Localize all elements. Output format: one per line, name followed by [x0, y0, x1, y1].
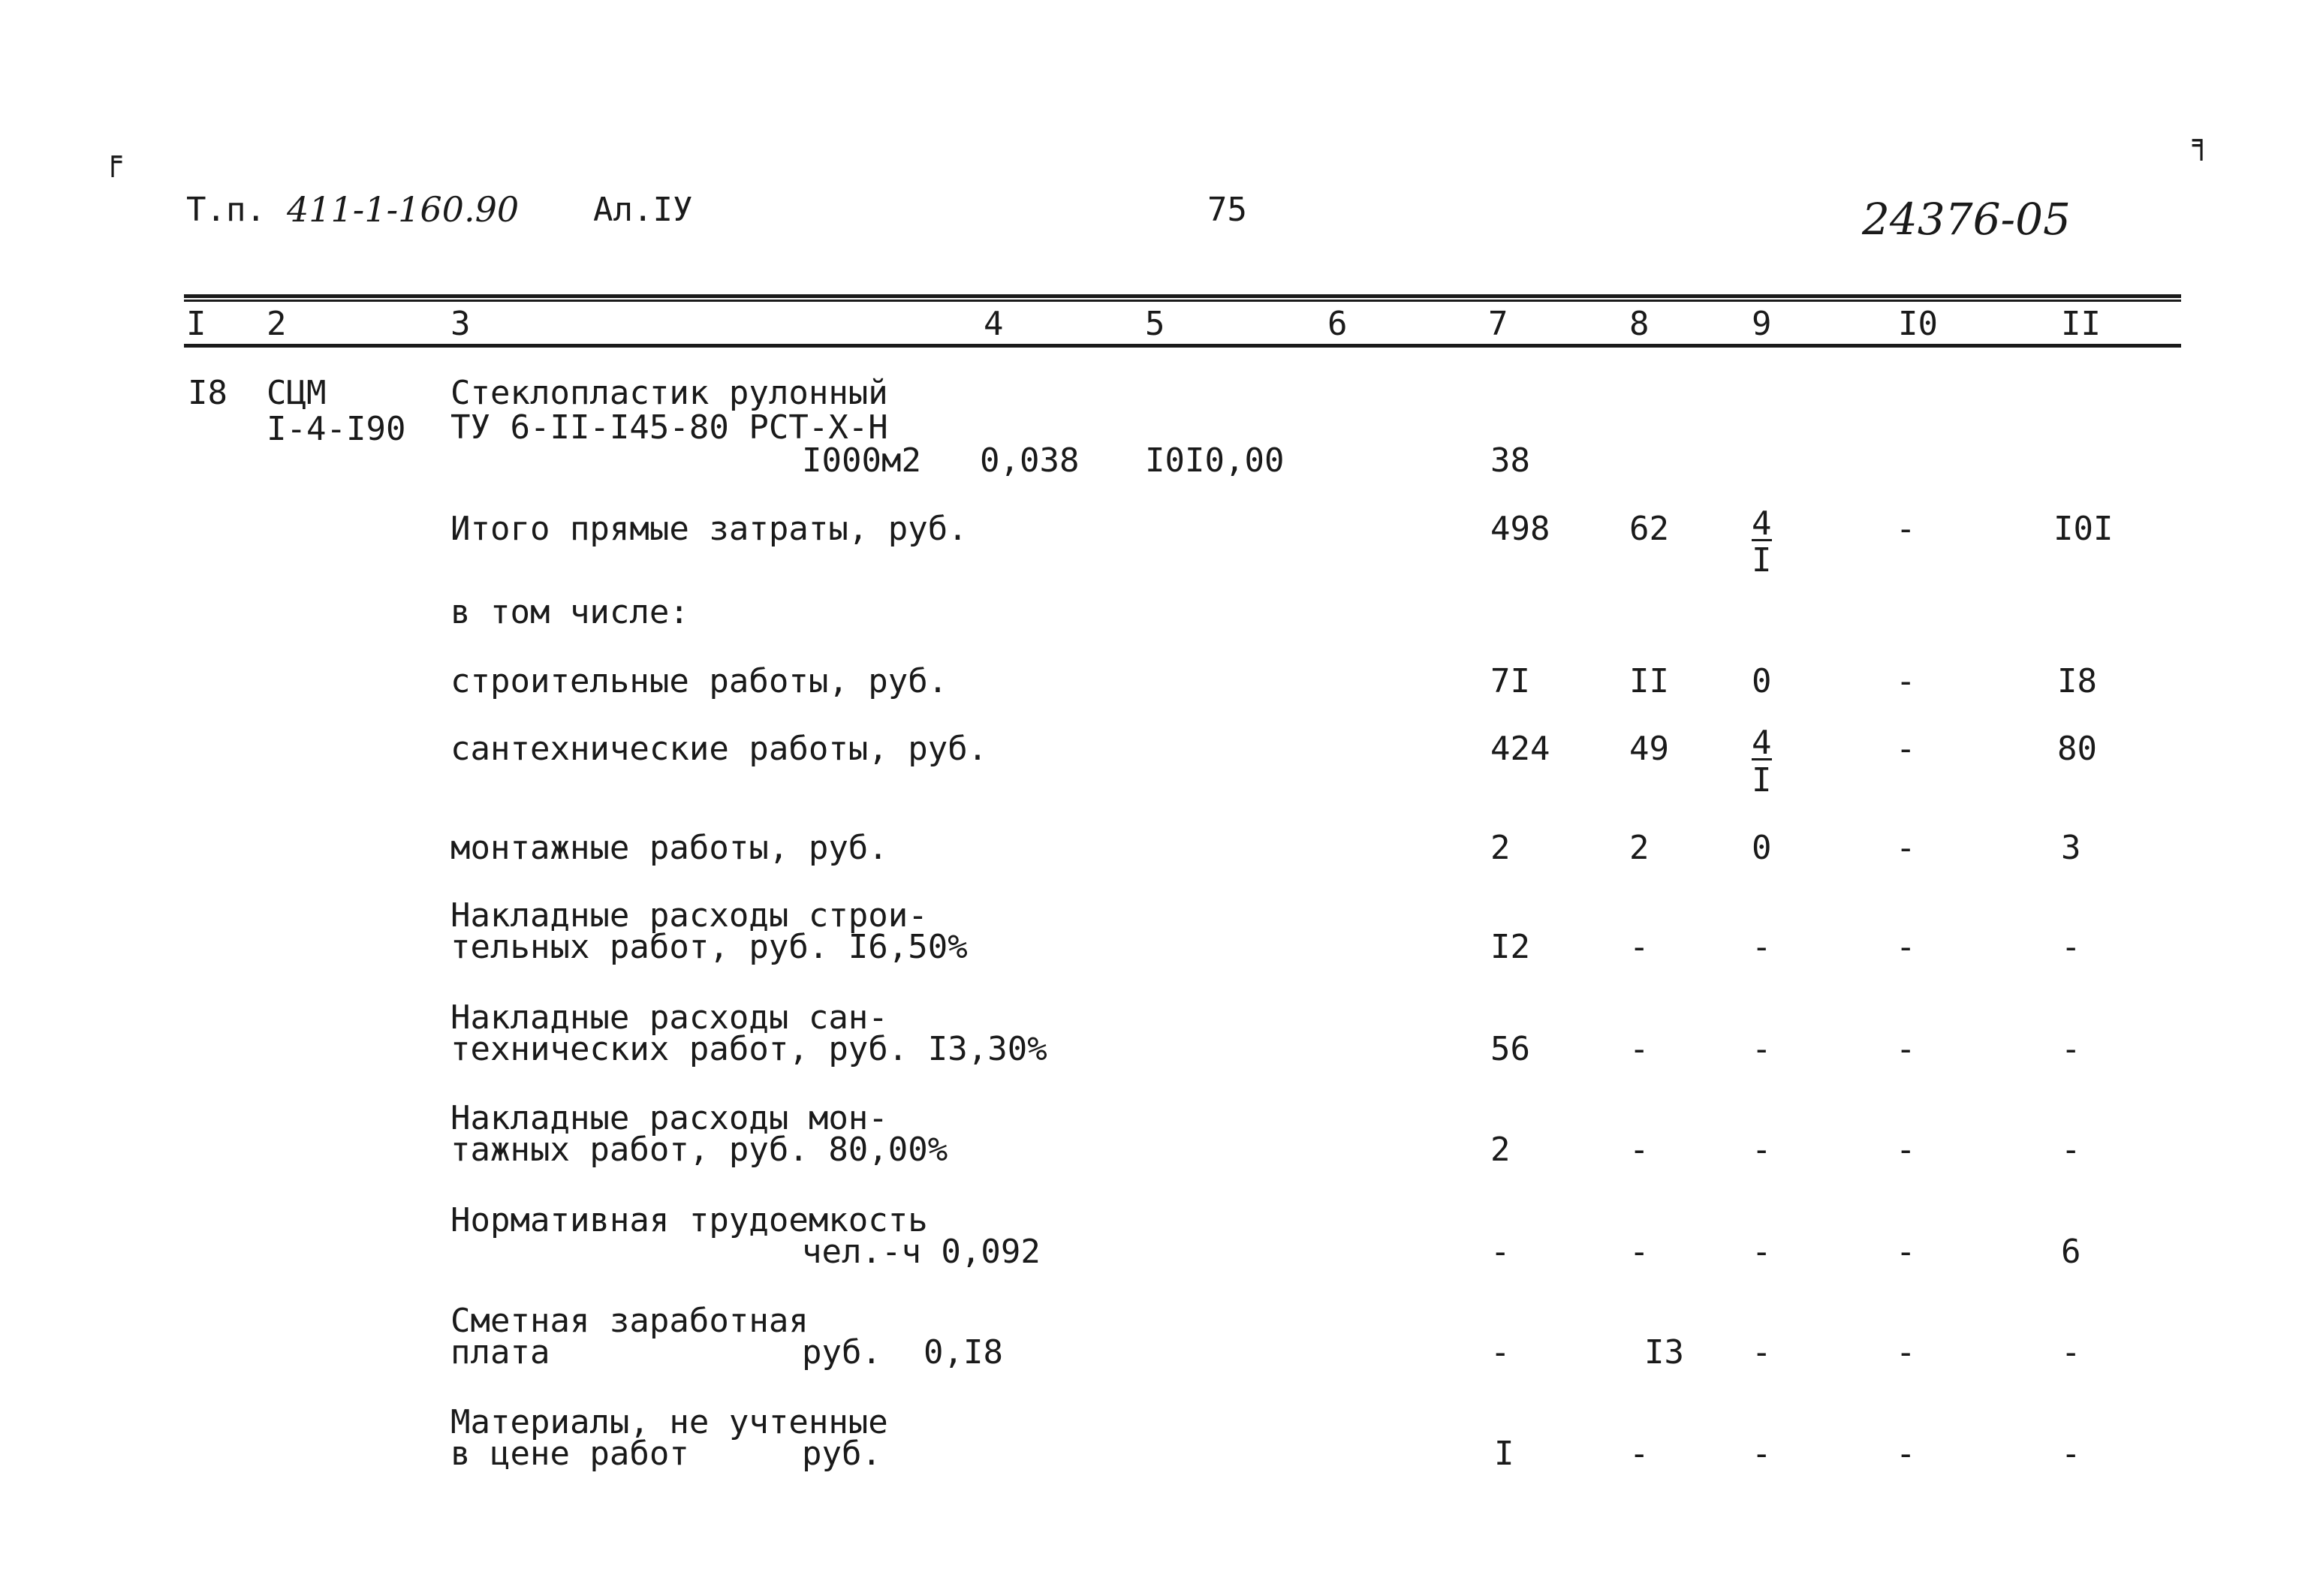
doc-prefix: Т.п. — [186, 191, 266, 229]
construction-c11: I8 — [2057, 662, 2097, 700]
table-header-rule — [184, 344, 2181, 348]
construction-c7: 7I — [1490, 662, 1530, 700]
col-header-9: 9 — [1752, 305, 1772, 343]
corner-mark-right: ╕ — [2192, 126, 2211, 161]
assembly-c11: 3 — [2061, 829, 2081, 867]
wages-line2-unit: руб. — [802, 1333, 881, 1372]
item-number: I8 — [188, 374, 227, 412]
wages-line2-label: плата — [450, 1333, 550, 1372]
plumbing-c10: - — [1896, 730, 1916, 768]
plumbing-c9-bottom: I — [1752, 761, 1772, 800]
wages-c10: - — [1896, 1333, 1916, 1372]
item-unit: I000м2 — [802, 441, 921, 480]
materials-line2-label: в цене работ — [450, 1435, 689, 1473]
overhead-construction-c10: - — [1896, 928, 1916, 966]
overhead-construction-c8: - — [1629, 928, 1650, 966]
wages-c8: I3 — [1644, 1333, 1684, 1372]
col-header-1: I — [186, 305, 206, 343]
plumbing-c9-top: 4 — [1752, 724, 1772, 762]
col-header-2: 2 — [267, 305, 287, 343]
wages-c9: - — [1752, 1333, 1772, 1372]
plumbing-label: сантехнические работы, руб. — [450, 730, 988, 768]
plumbing-c7: 424 — [1490, 730, 1550, 768]
assembly-c10: - — [1896, 829, 1916, 867]
overhead-plumbing-c8: - — [1629, 1030, 1650, 1068]
overhead-assembly-c11: - — [2061, 1131, 2081, 1169]
overhead-construction-c9: - — [1752, 928, 1772, 966]
overhead-assembly-line2: тажных работ, руб. 80,00% — [450, 1131, 948, 1169]
materials-line2-unit: руб. — [802, 1435, 881, 1473]
materials-line1: Материалы, не учтенные — [450, 1403, 888, 1441]
col-header-8: 8 — [1629, 305, 1650, 343]
inventory-number: 24376-05 — [1862, 194, 2071, 245]
wages-line1: Сметная заработная — [450, 1302, 809, 1340]
album-label: Ал.IУ — [593, 191, 693, 229]
direct-costs-c8: 62 — [1629, 510, 1669, 548]
assembly-c8: 2 — [1629, 829, 1650, 867]
materials-c11: - — [2061, 1435, 2081, 1473]
item-quantity: 0,038 — [980, 441, 1080, 480]
overhead-plumbing-c7: 56 — [1490, 1030, 1530, 1068]
direct-costs-c10: - — [1896, 510, 1916, 548]
item-name-line2: ТУ 6-II-I45-80 РСТ-Х-Н — [450, 408, 888, 447]
item-code-line1: СЦМ — [267, 374, 327, 412]
overhead-construction-line2: тельных работ, руб. I6,50% — [450, 928, 968, 966]
labor-c9: - — [1752, 1233, 1772, 1271]
direct-costs-label: Итого прямые затраты, руб. — [450, 510, 968, 548]
table-top-rule-inner — [184, 300, 2181, 302]
construction-c9: 0 — [1752, 662, 1772, 700]
col-header-11: II — [2061, 305, 2101, 343]
overhead-construction-line1: Накладные расходы строи- — [450, 896, 928, 935]
labor-c10: - — [1896, 1233, 1916, 1271]
overhead-construction-c7: I2 — [1490, 928, 1530, 966]
overhead-assembly-c10: - — [1896, 1131, 1916, 1169]
construction-label: строительные работы, руб. — [450, 662, 948, 700]
assembly-c7: 2 — [1490, 829, 1511, 867]
overhead-plumbing-line1: Накладные расходы сан- — [450, 998, 888, 1037]
item-name-line1: Стеклопластик рулонный — [450, 374, 888, 412]
col-header-6: 6 — [1327, 305, 1348, 343]
direct-costs-c11: I0I — [2053, 510, 2114, 548]
labor-c7: - — [1490, 1233, 1511, 1271]
plumbing-c8: 49 — [1629, 730, 1669, 768]
materials-c10: - — [1896, 1435, 1916, 1473]
direct-costs-c9-bottom: I — [1752, 541, 1772, 580]
col-header-4: 4 — [984, 305, 1004, 343]
col-header-5: 5 — [1145, 305, 1165, 343]
assembly-label: монтажные работы, руб. — [450, 829, 888, 867]
labor-line1: Нормативная трудоемкость — [450, 1201, 928, 1239]
including-label: в том числе: — [450, 593, 689, 631]
overhead-assembly-c8: - — [1629, 1131, 1650, 1169]
page-number: 75 — [1207, 191, 1247, 229]
wages-c7: - — [1490, 1333, 1511, 1372]
direct-costs-c9-top: 4 — [1752, 504, 1772, 543]
labor-c11: 6 — [2061, 1233, 2081, 1271]
overhead-construction-c11: - — [2061, 928, 2081, 966]
assembly-c9: 0 — [1752, 829, 1772, 867]
plumbing-c11: 80 — [2057, 730, 2097, 768]
overhead-assembly-c9: - — [1752, 1131, 1772, 1169]
overhead-assembly-c7: 2 — [1490, 1131, 1511, 1169]
wages-line2-value: 0,I8 — [924, 1333, 1003, 1372]
overhead-plumbing-line2: технических работ, руб. I3,30% — [450, 1030, 1047, 1068]
overhead-assembly-line1: Накладные расходы мон- — [450, 1099, 888, 1137]
construction-c10: - — [1896, 662, 1916, 700]
table-top-rule — [184, 294, 2181, 298]
direct-costs-c7: 498 — [1490, 510, 1550, 548]
item-cost: 38 — [1490, 441, 1530, 480]
materials-c7: I — [1494, 1435, 1514, 1473]
item-price: I0I0,00 — [1145, 441, 1285, 480]
overhead-plumbing-c11: - — [2061, 1030, 2081, 1068]
overhead-plumbing-c10: - — [1896, 1030, 1916, 1068]
item-code-line2: I-4-I90 — [267, 410, 406, 448]
construction-c8: II — [1629, 662, 1669, 700]
labor-c8: - — [1629, 1233, 1650, 1271]
labor-line2: чел.-ч 0,092 — [802, 1233, 1041, 1271]
col-header-7: 7 — [1488, 305, 1508, 343]
corner-mark-left: ╒ — [104, 143, 122, 177]
col-header-3: 3 — [450, 305, 471, 343]
col-header-10: I0 — [1898, 305, 1938, 343]
doc-number: 411-1-160.90 — [287, 189, 520, 230]
wages-c11: - — [2061, 1333, 2081, 1372]
materials-c8: - — [1629, 1435, 1650, 1473]
overhead-plumbing-c9: - — [1752, 1030, 1772, 1068]
materials-c9: - — [1752, 1435, 1772, 1473]
